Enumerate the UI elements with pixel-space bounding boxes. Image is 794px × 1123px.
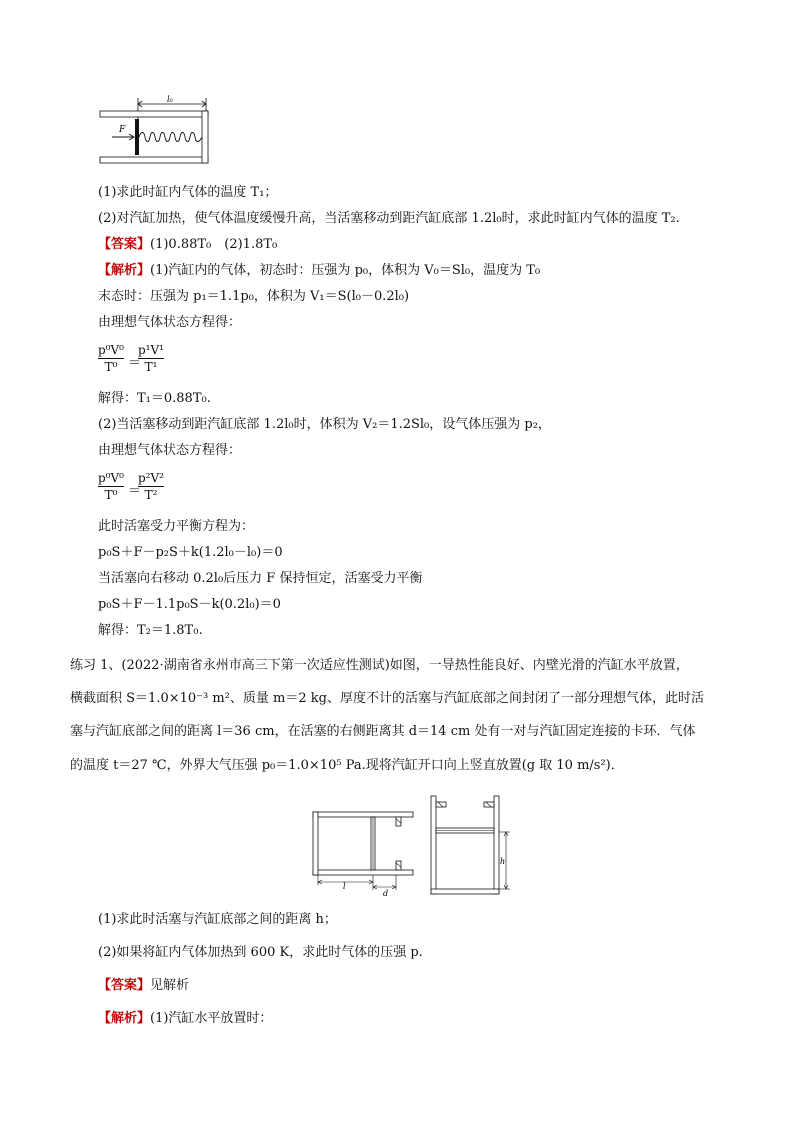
question-1: (1)求此时缸内气体的温度 T₁； [98, 185, 278, 200]
fraction-2-equals: ＝ [128, 484, 142, 499]
fraction-1-left-denominator: T⁰ [104, 360, 118, 374]
answer-2-tag: 【答案】 [98, 978, 151, 993]
analysis-text-4: 解得：T₁＝0.88T₀. [98, 391, 211, 406]
fraction-2-right [138, 471, 164, 502]
analysis-text-9: 当活塞向右移动 0.2l₀后压力 F 保持恒定，活塞受力平衡 [98, 571, 423, 586]
answer-line [98, 236, 277, 254]
exercise-1-line-4: 的温度 t＝27 ℃，外界大气压强 p₀＝1.0×10⁵ Pa.现将汽缸开口向上竖直放置(g 取 10 m/s²)． [70, 758, 624, 773]
question-3: (1)求此时活塞与汽缸底部之间的距离 h； [98, 912, 337, 927]
equation-force-balance-2: p₀S＋F－1.1p₀S－k(0.2l₀)＝0 [98, 597, 281, 612]
fraction-1-right [138, 343, 164, 374]
fraction-1-right-numerator: p¹V¹ [138, 343, 164, 357]
analysis-text-1: (1)汽缸内的气体，初态时：压强为 p₀，体积为 V₀＝Sl₀，温度为 T₀ [150, 263, 541, 278]
figure-label-h: h [500, 857, 506, 866]
fraction-1-left-numerator: p⁰V⁰ [98, 343, 124, 357]
analysis-2-text: (1)汽缸水平放置时： [150, 1011, 273, 1026]
analysis-text-3: 由理想气体状态方程得： [98, 315, 242, 330]
fraction-1-equals: ＝ [128, 356, 142, 371]
answer-tag: 【答案】 [98, 237, 151, 252]
answer-2-line [98, 977, 189, 995]
analysis-text-5: (2)当活塞移动到距汽缸底部 1.2l₀时，体积为 V₂＝1.2Sl₀，设气体压强为 p₂， [98, 417, 551, 432]
fraction-2-left-numerator: p⁰V⁰ [98, 471, 124, 485]
equation-force-balance-1: p₀S＋F－p₂S＋k(1.2l₀－l₀)＝0 [98, 545, 283, 560]
analysis-text-6: 由理想气体状态方程得： [98, 443, 242, 458]
analysis-line [98, 262, 540, 280]
answer-text: (1)0.88T₀ (2)1.8T₀ [150, 237, 278, 252]
length-label-l0: l₀ [167, 95, 173, 104]
question-2: (2)对汽缸加热，使气体温度缓慢升高，当活塞移动到距汽缸底部 1.2l₀时，求此时缸内气体的温度 T₂. [98, 211, 680, 226]
figure-label-d: d [383, 889, 389, 898]
exercise-1-line-2: 横截面积 S＝1.0×10⁻³ m²、质量 m＝2 kg、厚度不计的活塞与汽缸底部之间封闭了一部分理想气体，此时活 [70, 691, 704, 706]
fraction-2-right-numerator: p²V² [138, 471, 164, 485]
exercise-1-line-1: 练习 1、(2022·湖南省永州市高三下第一次适应性测试)如图，一导热性能良好、内壁光滑的汽缸水平放置， [70, 658, 689, 673]
fraction-2-left-denominator: T⁰ [104, 488, 118, 502]
analysis-2-line [98, 1010, 272, 1028]
analysis-text-11: 解得：T₂＝1.8T₀. [98, 623, 203, 638]
figure-label-l: l [343, 882, 346, 891]
fraction-2-right-denominator: T² [144, 488, 158, 502]
fraction-1-left [98, 343, 124, 374]
analysis-2-tag: 【解析】 [98, 1011, 151, 1026]
cylinder-diagrams-figure [310, 788, 524, 898]
question-4: (2)如果将缸内气体加热到 600 K，求此时气体的压强 p. [98, 945, 423, 960]
analysis-text-2: 末态时：压强为 p₁＝1.1p₀，体积为 V₁＝S(l₀－0.2l₀) [98, 289, 410, 304]
fraction-1-right-denominator: T¹ [144, 360, 158, 374]
answer-2-text: 见解析 [150, 978, 190, 993]
force-label: F [119, 125, 126, 135]
fraction-2-left [98, 471, 124, 502]
analysis-tag: 【解析】 [98, 263, 151, 278]
exercise-1-line-3: 塞与汽缸底部之间的距离 l＝36 cm，在活塞的右侧距离其 d＝14 cm 处有一对与汽缸固定连接的卡环．气体 [70, 724, 696, 739]
cylinder-spring-figure [98, 93, 214, 171]
analysis-text-7: 此时活塞受力平衡方程为： [98, 519, 255, 534]
